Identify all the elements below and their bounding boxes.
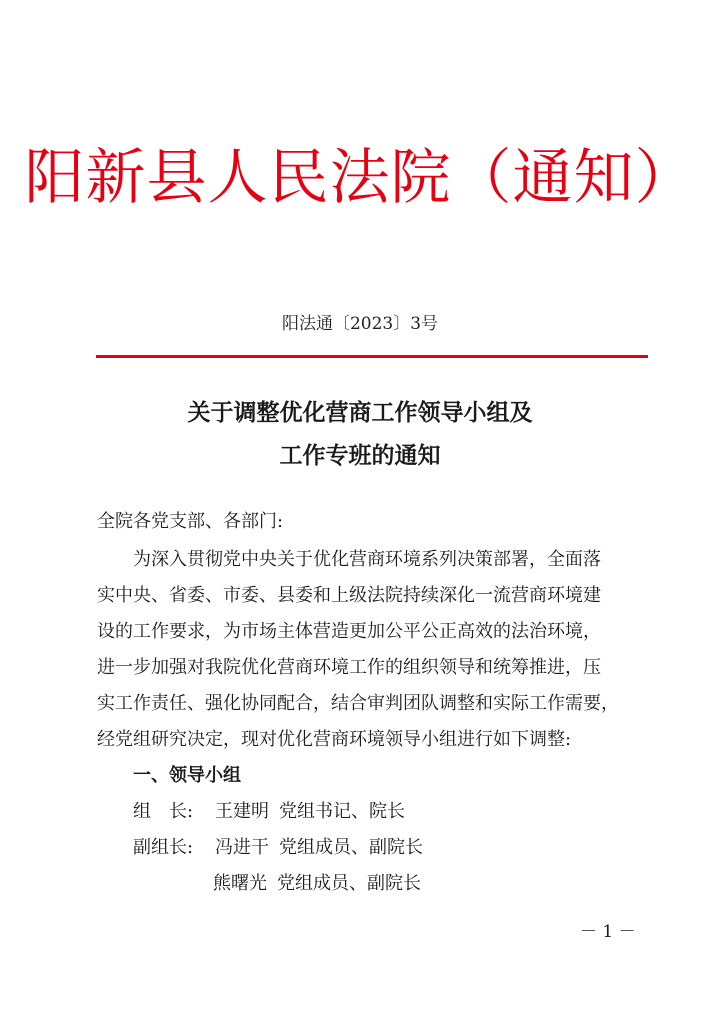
body-line-4: 进一步加强对我院优化营商环境工作的组织领导和统筹推进，压 bbox=[97, 657, 601, 678]
page-number: － 1 － bbox=[580, 922, 636, 942]
red-separator-line bbox=[96, 355, 648, 358]
member-position: 党组书记、院长 bbox=[279, 801, 405, 822]
member-position: 党组成员、副院长 bbox=[279, 837, 423, 858]
document-title-line-2: 工作专班的通知 bbox=[279, 442, 441, 469]
body-line-3: 设的工作要求，为市场主体营造更加公平公正高效的法治环境， bbox=[97, 621, 601, 642]
document-number: 阳法通〔2023〕3号 bbox=[281, 314, 439, 334]
body-line-1: 为深入贯彻党中央关于优化营商环境系列决策部署，全面落 bbox=[97, 549, 601, 570]
section-heading-leadership-group: 一、领导小组 bbox=[133, 765, 241, 786]
body-line-2: 实中央、省委、市委、县委和上级法院持续深化一流营商环境建 bbox=[97, 585, 601, 606]
member-role: 副组长: bbox=[133, 837, 194, 858]
member-name: 冯进干 bbox=[215, 837, 269, 858]
member-position: 党组成员、副院长 bbox=[277, 873, 421, 894]
member-name: 熊曙光 bbox=[213, 873, 267, 894]
member-row-deputy-1 bbox=[133, 834, 423, 862]
body-line-6: 经党组研究决定，现对优化营商环境领导小组进行如下调整: bbox=[97, 729, 572, 750]
member-row-leader bbox=[133, 798, 405, 826]
document-title-line-1: 关于调整优化营商工作领导小组及 bbox=[187, 399, 533, 426]
member-name: 王建明 bbox=[215, 801, 269, 822]
body-line-5: 实工作责任、强化协同配合，结合审判团队调整和实际工作需要， bbox=[97, 693, 619, 714]
member-row-deputy-2 bbox=[213, 870, 421, 898]
issuer-title: 阳新县人民法院（通知） bbox=[24, 143, 696, 213]
member-role: 组 长: bbox=[133, 801, 194, 822]
salutation: 全院各党支部、各部门: bbox=[97, 511, 284, 532]
